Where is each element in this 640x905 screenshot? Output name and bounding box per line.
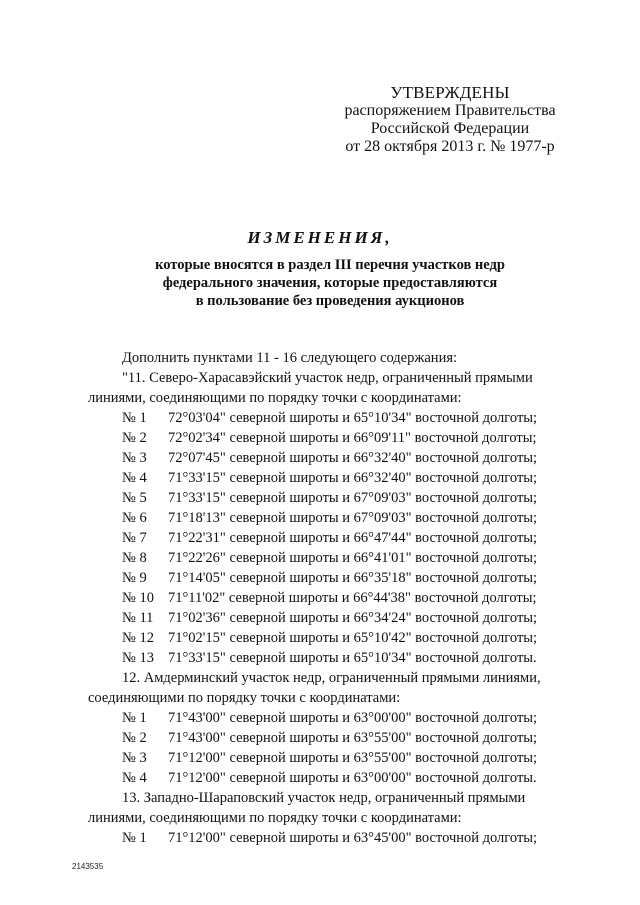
point-coordinates: 71°12'00" северной широты и 63°55'00" восточной долготы; — [168, 750, 538, 766]
approval-block — [330, 84, 570, 156]
coordinate-row — [88, 708, 570, 728]
point-coordinates: 71°18'13" северной широты и 67°09'03" восточной долготы; — [168, 510, 538, 526]
point-coordinates: 72°02'34" северной широты и 66°09'11" восточной долготы; — [168, 430, 537, 446]
coordinate-row — [88, 608, 570, 628]
document-body — [88, 348, 570, 848]
coordinate-row — [88, 468, 570, 488]
intro-paragraph: Дополнить пунктами 11 - 16 следующего содержания: — [122, 350, 458, 366]
document-subtitle — [100, 256, 560, 310]
point-number: № 5 — [122, 490, 147, 506]
section-11-heading: "11. Северо-Харасавэйский участок недр, ограниченный прямыми — [122, 370, 533, 386]
section-13-heading-cont: линиями, соединяющими по порядку точки с координатами: — [88, 810, 462, 826]
coordinate-row — [88, 748, 570, 768]
point-number: № 1 — [122, 410, 147, 426]
point-coordinates: 71°14'05" северной широты и 66°35'18" восточной долготы; — [168, 570, 538, 586]
point-number: № 3 — [122, 450, 147, 466]
point-coordinates: 71°12'00" северной широты и 63°45'00" восточной долготы; — [168, 830, 538, 846]
document-number: 2143535 — [72, 862, 104, 871]
approval-line-2: Российской Федерации — [370, 120, 530, 137]
point-coordinates: 71°02'15" северной широты и 65°10'42" восточной долготы; — [168, 630, 538, 646]
approval-heading: УТВЕРЖДЕНЫ — [390, 83, 510, 102]
coordinate-row — [88, 628, 570, 648]
point-coordinates: 72°07'45" северной широты и 66°32'40" восточной долготы; — [168, 450, 538, 466]
point-coordinates: 71°43'00" северной широты и 63°00'00" восточной долготы; — [168, 710, 538, 726]
point-number: № 4 — [122, 470, 147, 486]
coordinate-row — [88, 528, 570, 548]
point-number: № 11 — [122, 610, 154, 626]
coordinate-row — [88, 508, 570, 528]
coordinate-row — [88, 568, 570, 588]
subtitle-line-3: в пользование без проведения аукционов — [195, 293, 465, 309]
point-number: № 8 — [122, 550, 147, 566]
document-title: ИЗМЕНЕНИЯ, — [247, 228, 393, 247]
point-number: № 1 — [122, 830, 147, 846]
coordinate-row — [88, 728, 570, 748]
section-11-points — [88, 408, 570, 668]
point-number: № 12 — [122, 630, 154, 646]
section-13-heading: 13. Западно-Шараповский участок недр, ограниченный прямыми — [122, 790, 526, 806]
section-11-heading-cont: линиями, соединяющими по порядку точки с координатами: — [88, 390, 462, 406]
approval-line-3: от 28 октября 2013 г. № 1977-р — [345, 138, 555, 155]
coordinate-row — [88, 828, 570, 848]
point-coordinates: 71°33'15" северной широты и 66°32'40" восточной долготы; — [168, 470, 538, 486]
point-number: № 2 — [122, 730, 147, 746]
point-number: № 10 — [122, 590, 154, 606]
point-number: № 1 — [122, 710, 147, 726]
point-number: № 6 — [122, 510, 147, 526]
coordinate-row — [88, 648, 570, 668]
point-number: № 7 — [122, 530, 147, 546]
point-number: № 13 — [122, 650, 154, 666]
point-coordinates: 71°33'15" северной широты и 65°10'34" восточной долготы. — [168, 650, 537, 666]
approval-line-1: распоряжением Правительства — [344, 102, 556, 119]
subtitle-line-1: которые вносятся в раздел III перечня участков недр — [155, 257, 505, 273]
section-12-heading: 12. Амдерминский участок недр, ограниченный прямыми линиями, — [122, 670, 541, 686]
coordinate-row — [88, 768, 570, 788]
subtitle-line-2: федерального значения, которые предоставляются — [162, 275, 498, 291]
point-number: № 9 — [122, 570, 147, 586]
coordinate-row — [88, 448, 570, 468]
point-number: № 4 — [122, 770, 147, 786]
point-number: № 2 — [122, 430, 147, 446]
section-12-points — [88, 708, 570, 788]
point-coordinates: 71°11'02" северной широты и 66°44'38" восточной долготы; — [168, 590, 537, 606]
point-number: № 3 — [122, 750, 147, 766]
point-coordinates: 71°02'36" северной широты и 66°34'24" восточной долготы; — [168, 610, 538, 626]
point-coordinates: 72°03'04" северной широты и 65°10'34" восточной долготы; — [168, 410, 538, 426]
section-13-points — [88, 828, 570, 848]
coordinate-row — [88, 488, 570, 508]
point-coordinates: 71°43'00" северной широты и 63°55'00" восточной долготы; — [168, 730, 538, 746]
coordinate-row — [88, 548, 570, 568]
coordinate-row — [88, 408, 570, 428]
point-coordinates: 71°22'26" северной широты и 66°41'01" восточной долготы; — [168, 550, 538, 566]
coordinate-row — [88, 428, 570, 448]
point-coordinates: 71°33'15" северной широты и 67°09'03" восточной долготы; — [168, 490, 538, 506]
point-coordinates: 71°22'31" северной широты и 66°47'44" восточной долготы; — [168, 530, 538, 546]
point-coordinates: 71°12'00" северной широты и 63°00'00" восточной долготы. — [168, 770, 537, 786]
section-12-heading-cont: соединяющими по порядку точки с координатами: — [88, 690, 401, 706]
coordinate-row — [88, 588, 570, 608]
